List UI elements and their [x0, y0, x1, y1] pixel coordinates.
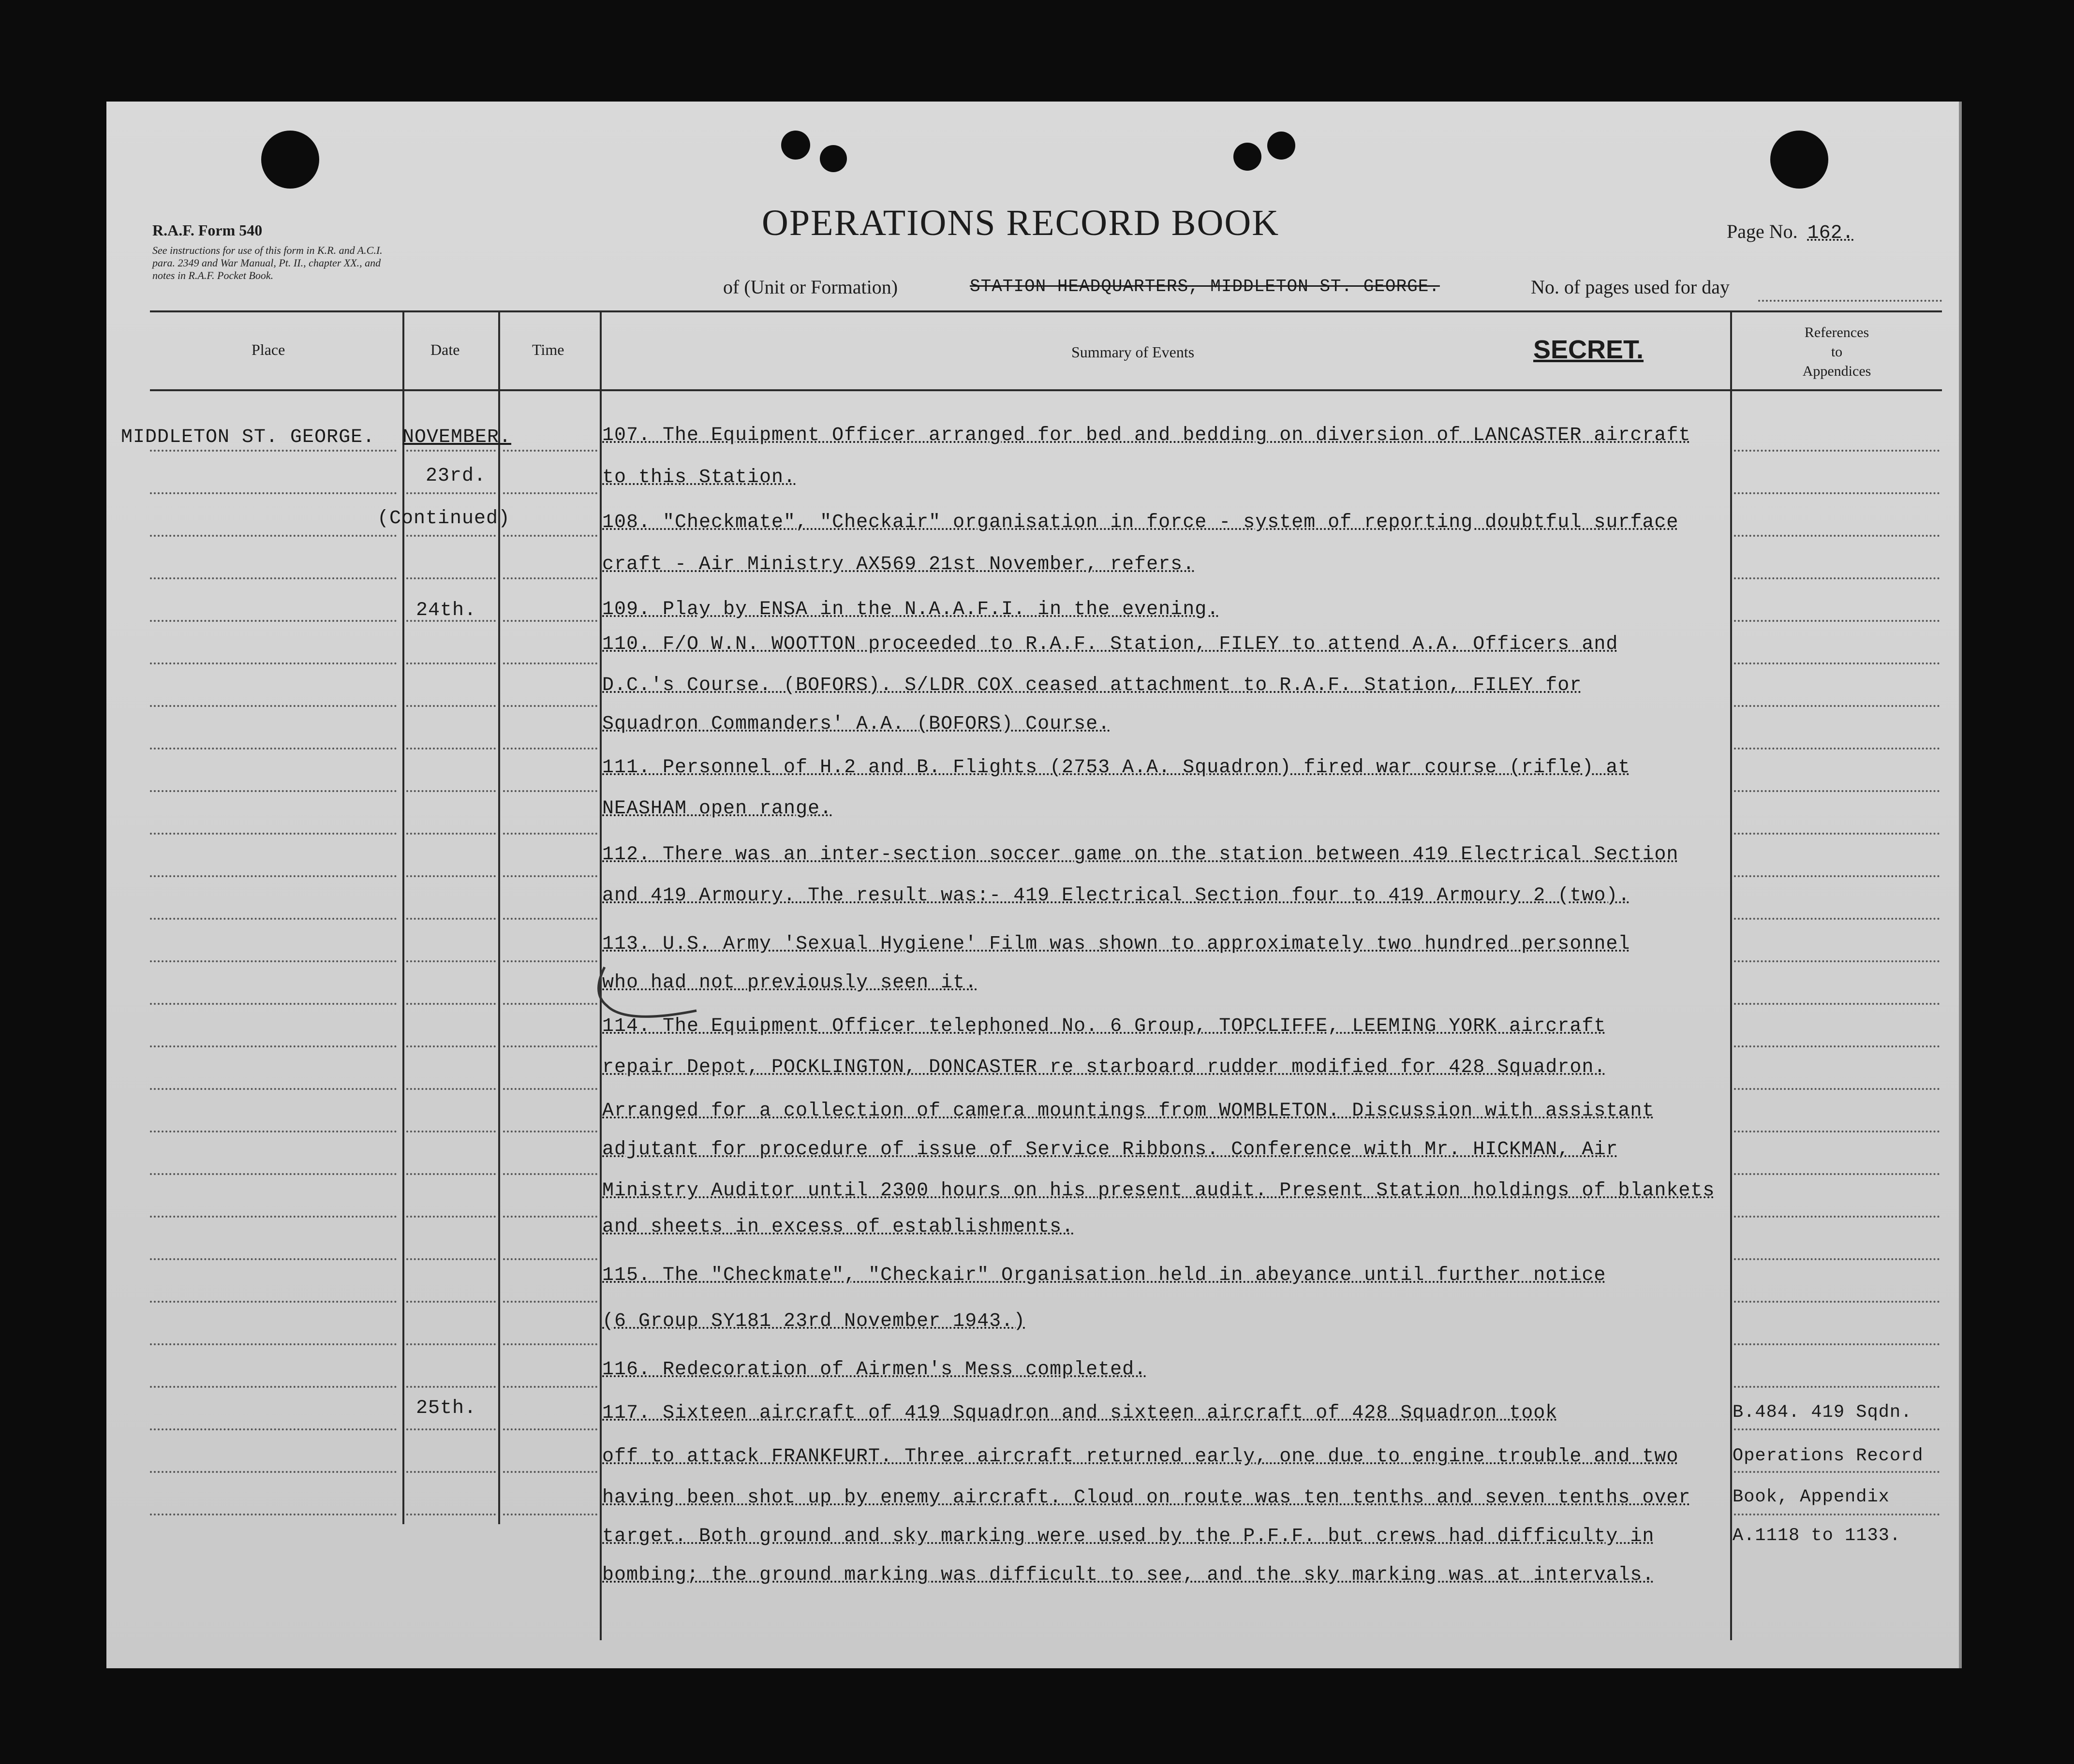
ruled-line — [503, 450, 597, 452]
ruled-line — [503, 1216, 597, 1218]
ruled-line — [150, 1045, 397, 1047]
summary-line: 107. The Equipment Officer arranged for bed and bedding on diversion of LANCASTER aircraft — [602, 425, 1691, 446]
ruled-line — [406, 1173, 496, 1175]
ruled-line — [406, 1088, 496, 1090]
ruled-line — [503, 1514, 597, 1515]
ruled-line — [150, 1514, 397, 1515]
punch-hole — [820, 145, 847, 172]
ruled-line — [1734, 1514, 1940, 1515]
ruled-line — [150, 577, 397, 579]
ruled-line — [150, 492, 397, 494]
punch-hole — [781, 131, 810, 160]
ruled-line — [1734, 875, 1940, 877]
ruled-line — [406, 577, 496, 579]
ruled-line — [406, 1471, 496, 1473]
col-divider-summary — [1730, 310, 1732, 1640]
ruled-line — [1734, 620, 1940, 622]
col-divider-date — [498, 310, 500, 1524]
record-sheet — [106, 102, 1962, 1668]
ruled-line — [1734, 492, 1940, 494]
ruled-line — [150, 1471, 397, 1473]
reference-line: Operations Record — [1733, 1446, 1924, 1466]
ruled-line — [503, 1088, 597, 1090]
ruled-line — [503, 875, 597, 877]
ruled-line — [1734, 1471, 1940, 1473]
ruled-line — [1734, 662, 1940, 664]
ruled-line — [1734, 1428, 1940, 1430]
summary-line: 112. There was an inter-section soccer game on the station between 419 Electrical Section — [602, 844, 1679, 866]
summary-line: target. Both ground and sky marking were used by the P.F.F. but crews had difficulty in — [602, 1526, 1655, 1547]
ruled-line — [150, 1258, 397, 1260]
column-header-place: Place — [252, 341, 285, 358]
ruled-line — [1734, 1301, 1940, 1303]
ruled-line — [150, 1386, 397, 1388]
ruled-line — [406, 450, 496, 452]
summary-line: D.C.'s Course. (BOFORS). S/LDR COX ceased attachment to R.A.F. Station, FILEY for — [602, 675, 1582, 696]
ruled-line — [406, 535, 496, 537]
pages-used-field — [1758, 300, 1942, 302]
summary-line: Squadron Commanders' A.A. (BOFORS) Course. — [602, 713, 1111, 735]
ruled-line — [150, 960, 397, 962]
date-continued: (Continued) — [377, 508, 511, 529]
summary-line: craft - Air Ministry AX569 21st November, refers. — [602, 554, 1195, 575]
ruled-line — [150, 1003, 397, 1005]
ruled-line — [503, 1173, 597, 1175]
page-number-label: Page No. 162. — [1727, 220, 1878, 244]
ruled-line — [150, 833, 397, 835]
ruled-line — [150, 662, 397, 664]
summary-line: and sheets in excess of establishments. — [602, 1216, 1074, 1238]
summary-line: 116. Redecoration of Airmen's Mess completed. — [602, 1359, 1147, 1381]
ruled-line — [150, 1343, 397, 1345]
ruled-line — [406, 1131, 496, 1132]
ruled-line — [150, 705, 397, 707]
pages-used-label: No. of pages used for day — [1531, 276, 1730, 298]
ruled-line — [150, 1088, 397, 1090]
ruled-line — [503, 918, 597, 920]
ruled-line — [406, 1386, 496, 1388]
column-header-summary: Summary of Events — [1071, 343, 1195, 361]
summary-line: NEASHAM open range. — [602, 798, 832, 820]
ruled-line — [406, 1514, 496, 1515]
ruled-line — [406, 1301, 496, 1303]
ruled-line — [503, 577, 597, 579]
summary-line: having been shot up by enemy aircraft. Cloud on route was ten tenths and seven tenths over — [602, 1487, 1691, 1509]
ruled-line — [150, 875, 397, 877]
ruled-line — [406, 790, 496, 792]
ruled-line — [150, 918, 397, 920]
ruled-line — [1734, 535, 1940, 537]
summary-line: 111. Personnel of H.2 and B. Flights (2753 A.A. Squadron) fired war course (rifle) at — [602, 757, 1630, 779]
ruled-line — [503, 662, 597, 664]
table-top-rule — [150, 310, 1942, 312]
ruled-line — [1734, 748, 1940, 750]
ruled-line — [1734, 790, 1940, 792]
ruled-line — [406, 1428, 496, 1430]
secret-stamp: SECRET. — [1533, 335, 1644, 364]
ruled-line — [150, 1173, 397, 1175]
ruled-line — [503, 748, 597, 750]
pencil-mark — [474, 962, 716, 1049]
ruled-line — [150, 748, 397, 750]
ruled-line — [406, 875, 496, 877]
ruled-line — [150, 1131, 397, 1132]
ruled-line — [406, 833, 496, 835]
ruled-line — [503, 833, 597, 835]
ruled-line — [503, 1131, 597, 1132]
ruled-line — [503, 705, 597, 707]
date-month: NOVEMBER. — [402, 426, 512, 448]
ruled-line — [503, 620, 597, 622]
reference-line: Book, Appendix — [1733, 1487, 1890, 1507]
summary-line: Ministry Auditor until 2300 hours on his present audit. Present Station holdings of blankets — [602, 1180, 1715, 1202]
ruled-line — [1734, 833, 1940, 835]
summary-line: 113. U.S. Army 'Sexual Hygiene' Film was shown to approximately two hundred personnel — [602, 933, 1630, 955]
summary-line: 110. F/O W.N. WOOTTON proceeded to R.A.F. Station, FILEY to attend A.A. Officers and — [602, 633, 1618, 655]
ruled-line — [150, 1301, 397, 1303]
punch-hole — [1770, 131, 1828, 189]
ruled-line — [1734, 705, 1940, 707]
summary-line: and 419 Armoury. The result was:- 419 Electrical Section four to 419 Armoury 2 (two). — [602, 885, 1630, 907]
ruled-line — [503, 1258, 597, 1260]
form-number: R.A.F. Form 540 — [152, 221, 263, 239]
ruled-line — [503, 1428, 597, 1430]
ruled-line — [1734, 1216, 1940, 1218]
summary-line: Arranged for a collection of camera mountings from WOMBLETON. Discussion with assistant — [602, 1100, 1655, 1122]
ruled-line — [406, 492, 496, 494]
ruled-line — [1734, 1258, 1940, 1260]
ruled-line — [1734, 1131, 1940, 1132]
summary-line: bombing; the ground marking was difficult to see, and the sky marking was at intervals. — [602, 1564, 1655, 1586]
ruled-line — [503, 1386, 597, 1388]
page-title: OPERATIONS RECORD BOOK — [762, 203, 1280, 243]
summary-line: (6 Group SY181 23rd November 1943.) — [602, 1310, 1026, 1332]
summary-line: repair Depot, POCKLINGTON, DONCASTER re starboard rudder modified for 428 Squadron. — [602, 1057, 1606, 1078]
punch-hole — [1267, 132, 1295, 160]
date-25th: 25th. — [416, 1397, 477, 1419]
form-instructions: See instructions for use of this form in K.R. and A.C.I. para. 2349 and War Manual, Pt. II., chapter XX., and notes in R.A.F. Pocket Book. — [152, 244, 383, 281]
place-entry: MIDDLETON ST. GEORGE. — [121, 426, 375, 448]
ruled-line — [503, 1301, 597, 1303]
date-23rd: 23rd. — [426, 465, 487, 487]
column-header-time: Time — [532, 341, 564, 358]
ruled-line — [150, 790, 397, 792]
ruled-line — [406, 705, 496, 707]
reference-line: A.1118 to 1133. — [1733, 1526, 1901, 1546]
summary-line: 108. "Checkmate", "Checkair" organisation in force - system of reporting doubtful surface — [602, 512, 1679, 533]
summary-line: who had not previously seen it. — [602, 972, 978, 994]
summary-line: 114. The Equipment Officer telephoned No. 6 Group, TOPCLIFFE, LEEMING YORK aircraft — [602, 1015, 1606, 1037]
ruled-line — [150, 450, 397, 452]
page-number: 162. — [1807, 222, 1854, 244]
ruled-line — [1734, 1386, 1940, 1388]
ruled-line — [1734, 1045, 1940, 1047]
ruled-line — [503, 1343, 597, 1345]
column-header-references: References to Appendices — [1802, 324, 1871, 379]
summary-line: to this Station. — [602, 467, 796, 488]
ruled-line — [150, 535, 397, 537]
ruled-line — [1734, 577, 1940, 579]
summary-line: 115. The "Checkmate", "Checkair" Organisation held in abeyance until further notice — [602, 1264, 1606, 1286]
ruled-line — [1734, 1003, 1940, 1005]
ruled-line — [150, 1216, 397, 1218]
ruled-line — [406, 1258, 496, 1260]
ruled-line — [1734, 1343, 1940, 1345]
unit-value: STATION HEADQUARTERS, MIDDLETON ST. GEORGE. — [970, 277, 1440, 296]
ruled-line — [406, 748, 496, 750]
punch-hole — [261, 131, 319, 189]
summary-line: 117. Sixteen aircraft of 419 Squadron and sixteen aircraft of 428 Squadron took — [602, 1402, 1558, 1424]
reference-line: B.484. 419 Sqdn. — [1733, 1402, 1912, 1423]
ruled-line — [503, 1471, 597, 1473]
ruled-line — [406, 1343, 496, 1345]
summary-line: 109. Play by ENSA in the N.A.A.F.I. in the evening. — [602, 599, 1219, 620]
unit-label: of (Unit or Formation) — [723, 276, 898, 298]
ruled-line — [503, 535, 597, 537]
ruled-line — [150, 1428, 397, 1430]
ruled-line — [1734, 1088, 1940, 1090]
ruled-line — [406, 918, 496, 920]
ruled-line — [503, 790, 597, 792]
ruled-line — [1734, 918, 1940, 920]
ruled-line — [1734, 960, 1940, 962]
column-header-date: Date — [430, 341, 460, 358]
ruled-line — [406, 662, 496, 664]
date-24th: 24th. — [416, 600, 477, 621]
col-divider-place — [402, 310, 404, 1524]
punch-hole — [1233, 143, 1261, 171]
ruled-line — [406, 1216, 496, 1218]
summary-line: adjutant for procedure of issue of Service Ribbons. Conference with Mr. HICKMAN, Air — [602, 1139, 1618, 1161]
ruled-line — [1734, 1173, 1940, 1175]
header-bottom-rule — [150, 389, 1942, 391]
ruled-line — [503, 492, 597, 494]
summary-line: off to attack FRANKFURT. Three aircraft returned early, one due to engine trouble and two — [602, 1446, 1679, 1468]
ruled-line — [1734, 450, 1940, 452]
ruled-line — [150, 620, 397, 622]
